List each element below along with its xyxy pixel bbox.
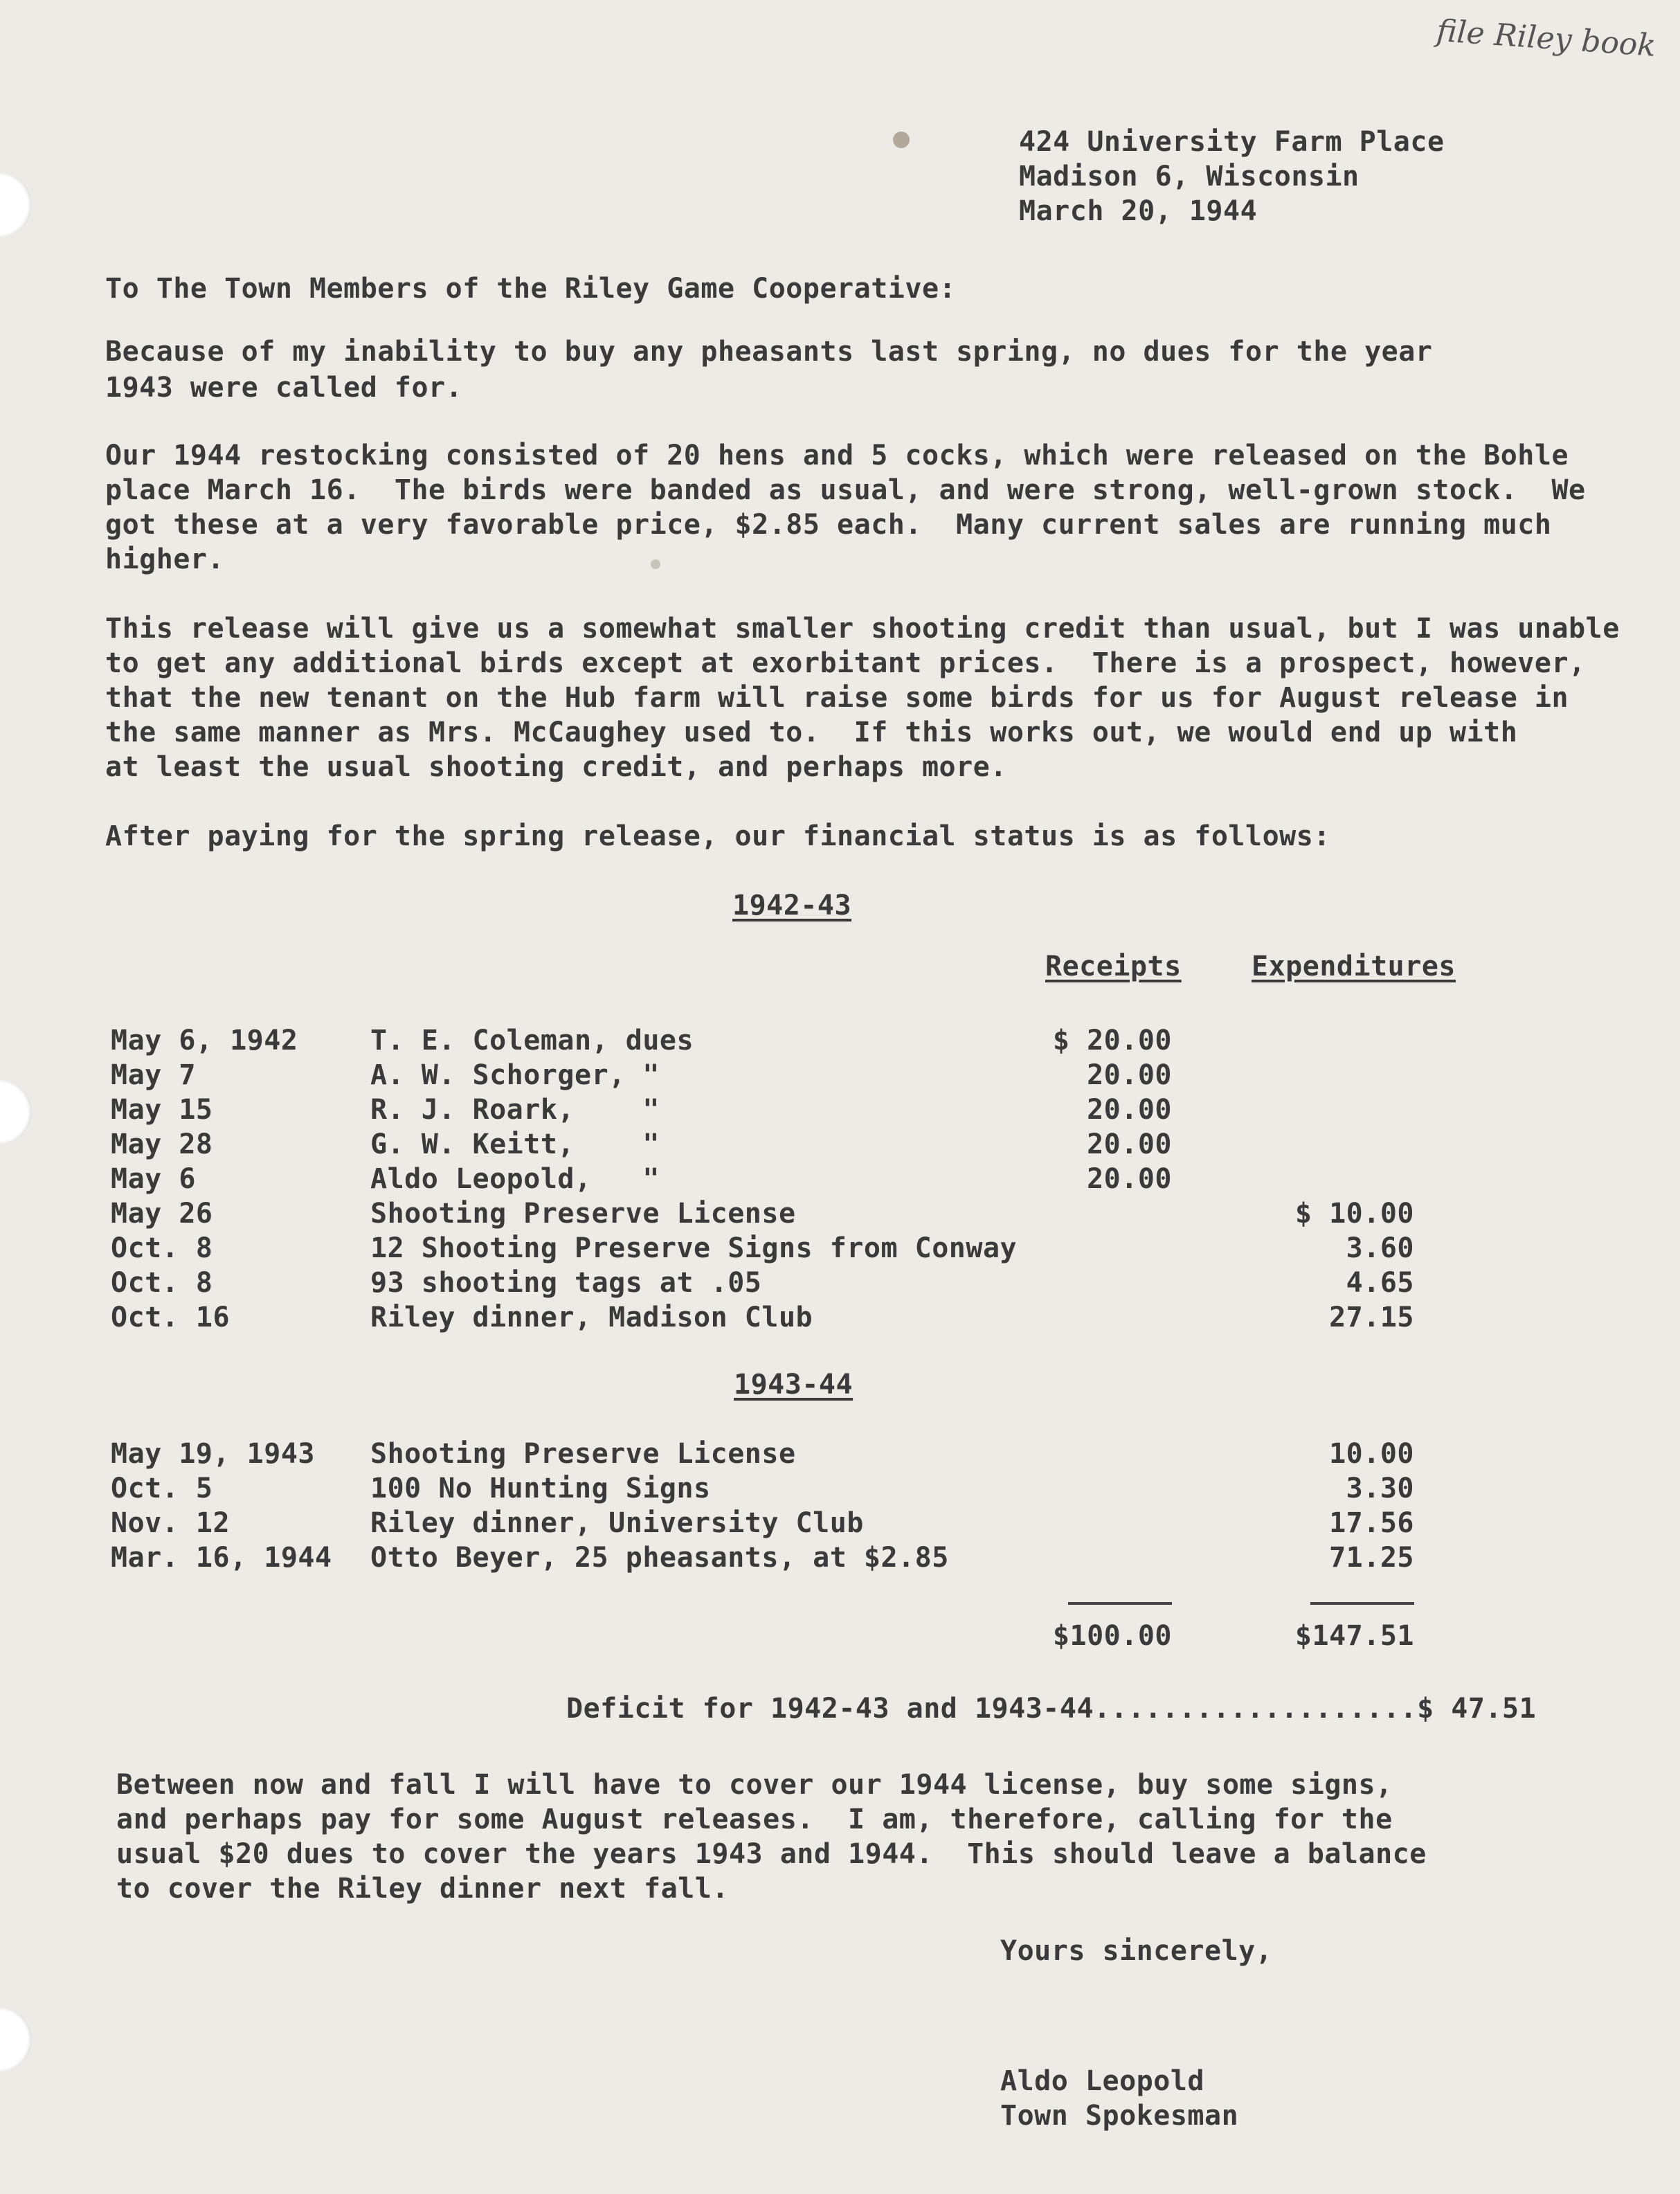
stain-mark xyxy=(893,132,910,148)
paragraph-line: the same manner as Mrs. McCaughey used to. If this works out, we would end up with xyxy=(105,717,1518,748)
ledger-description: Shooting Preserve License xyxy=(370,1438,796,1470)
ledger-expenditure: 27.15 xyxy=(1329,1302,1414,1333)
expenditures-header: Expenditures xyxy=(1252,951,1456,982)
paragraph-line: 1943 were called for. xyxy=(105,372,463,404)
deficit-line: Deficit for 1942-43 and 1943-44...................$ 47.51 xyxy=(566,1693,1537,1725)
ledger-date: Nov. 12 xyxy=(111,1507,231,1539)
signature-title: Town Spokesman xyxy=(1000,2100,1239,2132)
paragraph-line: and perhaps pay for some August releases. I am, therefore, calling for the xyxy=(116,1804,1393,1835)
ledger-expenditure: 17.56 xyxy=(1329,1507,1414,1539)
ledger-date: May 28 xyxy=(111,1129,213,1160)
paragraph-line: Because of my inability to buy any pheasants last spring, no dues for the year xyxy=(105,336,1433,368)
ledger-date: May 15 xyxy=(111,1094,213,1126)
paragraph-line: higher. xyxy=(105,543,225,575)
paragraph-line: This release will give us a somewhat smaller shooting credit than usual, but I was unable xyxy=(105,613,1620,645)
ledger-year-heading: 1942-43 xyxy=(732,890,852,921)
punch-hole xyxy=(0,2008,32,2071)
total-rule xyxy=(1310,1602,1414,1605)
ledger-description: T. E. Coleman, dues xyxy=(370,1025,694,1056)
ledger-expenditure: 3.30 xyxy=(1346,1473,1414,1504)
paragraph-line: got these at a very favorable price, $2.85 each. Many current sales are running much xyxy=(105,509,1552,541)
ledger-receipt: 20.00 xyxy=(1087,1094,1172,1126)
ledger-date: May 7 xyxy=(111,1059,196,1091)
ledger-description: R. J. Roark, " xyxy=(370,1094,660,1126)
ledger-date: Oct. 8 xyxy=(111,1232,213,1264)
ledger-date: May 6, 1942 xyxy=(111,1025,298,1056)
ledger-description: Riley dinner, Madison Club xyxy=(370,1302,813,1333)
ledger-receipt: 20.00 xyxy=(1087,1163,1172,1195)
paragraph-line: to cover the Riley dinner next fall. xyxy=(116,1873,729,1905)
paragraph-line: that the new tenant on the Hub farm will raise some birds for us for August release in xyxy=(105,682,1569,714)
address-line: 424 University Farm Place xyxy=(1019,126,1445,158)
paragraph-line: at least the usual shooting credit, and perhaps more. xyxy=(105,751,1007,783)
ledger-year-heading: 1943-44 xyxy=(734,1369,853,1401)
ledger-date: Oct. 16 xyxy=(111,1302,231,1333)
paragraph-line: to get any additional birds except at exorbitant prices. There is a prospect, however, xyxy=(105,647,1586,679)
punch-hole xyxy=(0,173,32,237)
ledger-description: Otto Beyer, 25 pheasants, at $2.85 xyxy=(370,1542,949,1574)
ledger-description: 93 shooting tags at .05 xyxy=(370,1267,762,1299)
ledger-expenditure: 71.25 xyxy=(1329,1542,1414,1574)
ledger-date: May 19, 1943 xyxy=(111,1438,315,1470)
paragraph-line: Between now and fall I will have to cover our 1944 license, buy some signs, xyxy=(116,1769,1393,1801)
ledger-receipt: $ 20.00 xyxy=(1052,1025,1172,1056)
address-line: Madison 6, Wisconsin xyxy=(1019,161,1360,192)
handwritten-annotation: file Riley book xyxy=(1435,12,1657,64)
total-rule xyxy=(1068,1602,1172,1605)
paragraph-line: After paying for the spring release, our financial status is as follows: xyxy=(105,820,1330,852)
ledger-expenditure: 10.00 xyxy=(1329,1438,1414,1470)
punch-hole xyxy=(0,1080,32,1144)
ledger-receipt: 20.00 xyxy=(1087,1059,1172,1091)
ledger-date: Mar. 16, 1944 xyxy=(111,1542,332,1574)
ledger-expenditure: 3.60 xyxy=(1346,1232,1414,1264)
ledger-description: Shooting Preserve License xyxy=(370,1198,796,1230)
ledger-description: 12 Shooting Preserve Signs from Conway xyxy=(370,1232,1018,1264)
ledger-expenditure: $ 10.00 xyxy=(1294,1198,1414,1230)
paragraph-line: place March 16. The birds were banded as usual, and were strong, well-grown stock. We xyxy=(105,474,1586,506)
ledger-receipt: 20.00 xyxy=(1087,1129,1172,1160)
salutation: To The Town Members of the Riley Game Cooperative: xyxy=(105,273,957,305)
stain-mark xyxy=(651,559,660,569)
ledger-date: May 6 xyxy=(111,1163,196,1195)
total-receipts: $100.00 xyxy=(1052,1620,1172,1652)
ledger-description: 100 No Hunting Signs xyxy=(370,1473,711,1504)
total-expenditures: $147.51 xyxy=(1294,1620,1414,1652)
signoff: Yours sincerely, xyxy=(1000,1935,1273,1967)
paragraph-line: Our 1944 restocking consisted of 20 hens and 5 cocks, which were released on the Bohle xyxy=(105,440,1569,471)
ledger-expenditure: 4.65 xyxy=(1346,1267,1414,1299)
ledger-date: Oct. 8 xyxy=(111,1267,213,1299)
signature-name: Aldo Leopold xyxy=(1000,2065,1204,2097)
ledger-description: Riley dinner, University Club xyxy=(370,1507,864,1539)
ledger-date: May 26 xyxy=(111,1198,213,1230)
paragraph-line: usual $20 dues to cover the years 1943 and 1944. This should leave a balance xyxy=(116,1838,1427,1870)
ledger-date: Oct. 5 xyxy=(111,1473,213,1504)
ledger-description: A. W. Schorger, " xyxy=(370,1059,660,1091)
letter-date: March 20, 1944 xyxy=(1019,195,1258,227)
ledger-description: Aldo Leopold, " xyxy=(370,1163,660,1195)
ledger-description: G. W. Keitt, " xyxy=(370,1129,660,1160)
receipts-header: Receipts xyxy=(1045,951,1182,982)
